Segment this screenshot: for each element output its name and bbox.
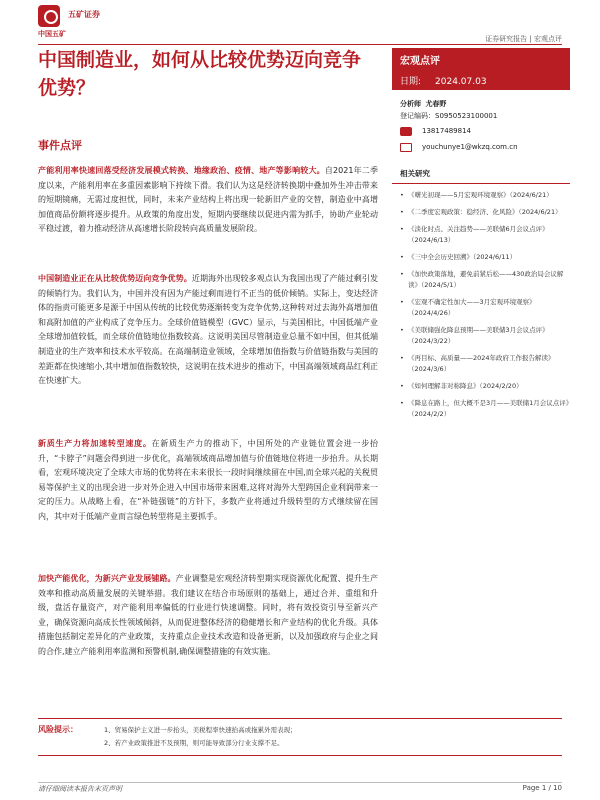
paragraph-body: 在新质生产力的推动下，中国所处的产业链位置会进一步抬升，“卡脖子”问题会得到进一步优化，高端领域商品增加值与价值链地位将进一步抬升。从长期看，宏观环境决定了全球大市场的优势将在未来很长一段时间继续留在中国,而全球兴起的关税贸易等保护主义的出现会进一步对外企进入中国市场带来困难,这将对海外大型跨国企业利润带来一定的压力。从战略上看，在“补链强链”的方针下，多数产业将通过升级转型的方式继续留在国内，其中对于低端产业而言绿色转型将是主要抓手。 [38, 439, 378, 521]
related-item[interactable]: • 《三中全会历史回溯》（2024/6/11） [400, 252, 570, 263]
related-item[interactable]: • 《二季度宏观政策：稳经济、化风险》（2024/6/21） [400, 207, 570, 218]
analyst-info [400, 98, 570, 154]
email-icon [400, 143, 412, 152]
risk-divider-bottom [38, 755, 562, 756]
paragraph-1 [38, 164, 378, 237]
risk-label: 风险提示： [38, 725, 78, 734]
analyst-phone: 13817489814 [422, 127, 471, 135]
paragraph-4 [38, 572, 378, 660]
related-item[interactable]: • 《降息在路上，但大概不是3月——美联储1月会议点评》（2024/2/2） [400, 398, 570, 420]
logo-sub: 中国五矿 [38, 30, 66, 38]
paragraph-body: 自2021年二季度以来，产能利用率在多重因素影响下持续下滑。我们认为这是经济转换期中叠加外生冲击带来的短期镜痛，无需过度担忧，同时，未来产业结构上将出现一轮新旧产业的交替，制造业中高增加值商品份额将逐步提升。从政策的角度出发，短期内要继续以促进内需为抓手，协助产业轮动平稳过渡，着力推动经济从高速增长阶段转向高质量发展阶段。 [38, 166, 379, 234]
paragraph-body: 产业调整是宏观经济转型期实现资源优化配置、提升生产效率和推动高质量发展的关键举措。我们建议在结合市场原则的基础上，通过合并、重组和升级，盘活存量资产，对产能利用率偏低的行业进行快速调整。同时，将有效投资引导至新兴产业，确保资源向高成长性领域倾斜，从而促进整体经济的稳健增长和产业结构的优化升级。具体措施包括制定差异化的产业政策，支持重点企业技术改造和设备更新，以及加强政府与企业之间的合作,建立产能利用率监测和预警机制,确保调整措施的有效实施。 [38, 574, 379, 656]
report-category: 宏观点评 [400, 56, 440, 67]
footer-disclaimer: 请仔细阅读本报告末页声明 [38, 785, 122, 793]
phone-icon [400, 127, 412, 136]
page-title: 中国制造业，如何从比较优势迈向竞争优势？ [38, 49, 362, 99]
report-date: 2024.07.03 [435, 77, 487, 87]
analyst-name-row [400, 98, 570, 110]
related-item[interactable]: • 《如何理解非对称降息》（2024/2/20） [400, 381, 570, 392]
report-info-box [392, 48, 570, 90]
page-footer [38, 784, 562, 798]
paragraph-lead: 中国制造业正在从比较优势迈向竞争优势。 [38, 274, 192, 283]
page-number: Page 1 / 10 [522, 784, 562, 792]
related-item[interactable]: • 《再目标、高质量——2024年政府工作报告解读》（2024/3/6） [400, 353, 570, 375]
analyst-email[interactable]: youchunye1@wkzq.com.cn [422, 143, 518, 151]
analyst-cert: 登记编码：S0950523100001 [400, 112, 498, 120]
paragraph-2 [38, 272, 378, 389]
analyst-phone-row [400, 124, 570, 138]
related-list [392, 184, 570, 420]
logo-name: 五矿证券 [68, 10, 100, 19]
related-item[interactable]: • 《曙光初现——5月宏观环境观察》（2024/6/21） [400, 190, 570, 201]
paragraph-3 [38, 437, 378, 525]
risk-divider-top [38, 718, 562, 719]
footer-divider [38, 782, 562, 783]
related-item[interactable]: • 《加快政策落地，避免前紧后松——430政治局会议解读》（2024/5/1） [400, 269, 570, 291]
company-logo [38, 5, 138, 39]
analyst-email-row [400, 140, 570, 154]
logo-icon [38, 5, 60, 27]
related-heading: 相关研究 [392, 168, 570, 184]
report-type: 证券研究报告 | 宏观点评 [485, 35, 562, 43]
header-divider [38, 44, 562, 45]
risk-item: 2、若产业政策推进不及预期，则可能导致部分行业支撑不足。 [104, 739, 284, 747]
paragraph-lead: 产能利用率快速回落受经济发展模式转换、地缘政治、疫情、地产等影响较大。 [38, 166, 325, 175]
related-item[interactable]: • 《淡化时点、关注趋势——美联储6月会议点评》（2024/6/13） [400, 224, 570, 246]
related-item[interactable]: • 《美联储强化降息预期——美联储3月会议点评》（2024/3/22） [400, 325, 570, 347]
paragraph-body: 近期海外出现较多观点认为我国出现了产能过剩引发的倾销行为。我们认为，中国并没有因为产能过剩而进行不正当的低价倾销。实际上，变达经济体的指责可能更多是源于中国从传统的比较优势逐渐转变为竞争优势,这种转对过去海外高增加值和高附加值的产业构成了竞争压力。全球价值链模型（GVC）显示，与美国相比，中国低端产业全球增加值较低，而全球价值链地位指数较高。这说明美国尽管制造业总量不如中国，但其低端制造业的生产效率和技术水平较高。在高端制造业领域，全球增加值指数与价值链指数与美国的差距都在快速缩小,其中增加值指数较快，这说明在技术进步的推动下，中国高端领域商品红利正在快速扩大。 [38, 274, 379, 386]
date-label: 日期: [400, 77, 422, 87]
related-research [392, 168, 570, 426]
paragraph-lead: 新质生产力将加速转型速度。 [38, 439, 152, 448]
analyst-label: 分析师 [400, 100, 421, 108]
risk-item: 1、贸易保护主义进一步抬头，美税程率快速抬高或拖累外需表现； [104, 726, 297, 734]
analyst-name: 尤春野 [425, 100, 447, 108]
report-header [0, 0, 600, 44]
related-item[interactable]: • 《宏观不确定性加大——3月宏观环境观察》（2024/4/26） [400, 297, 570, 319]
paragraph-lead: 加快产能优化，为新兴产业发展铺路。 [38, 574, 176, 583]
section-title: 事件点评 [38, 139, 82, 152]
report-date-row [400, 74, 487, 87]
risk-items [104, 724, 374, 750]
